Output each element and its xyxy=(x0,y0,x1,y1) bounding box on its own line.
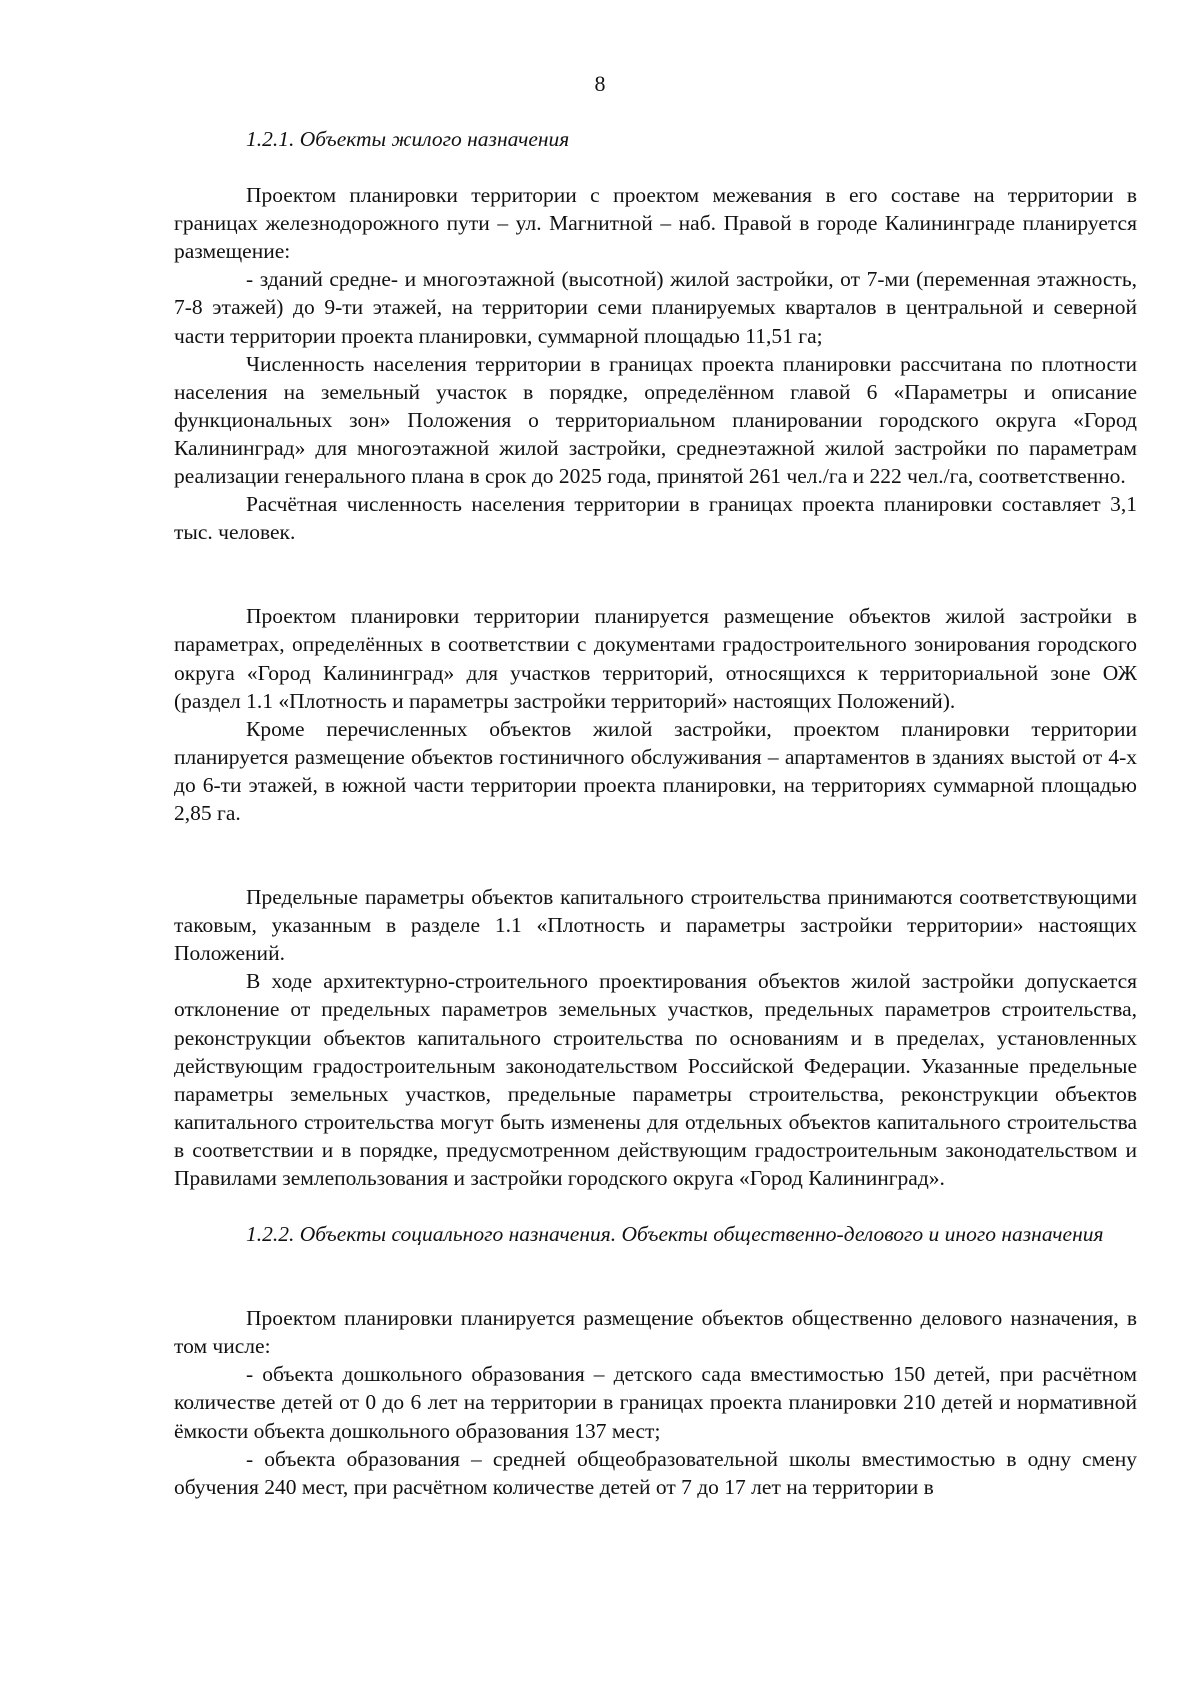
paragraph: Кроме перечисленных объектов жилой застройки, проектом планировки территории планируется размещение объектов гостиничного обслуживания – апартаментов в зданиях выстой от 4-х до 6-ти этажей, в южной части территории проекта планировки, на территориях суммарной площадью 2,85 га. xyxy=(174,716,1137,825)
paragraph: Проектом планировки территории с проектом межевания в его составе на территории в границах железнодорожного пути – ул. Магнитной – наб. Правой в городе Калининграде планируется размещение: xyxy=(174,183,1137,264)
paragraph: - объекта дошкольного образования – детского сада вместимостью 150 детей, при расчётном количестве детей от 0 до 6 лет на территории в границах проекта планировки 210 детей и нормативной ёмкости объекта дошкольного образования 137 мест; xyxy=(174,1362,1137,1443)
paragraph: В ходе архитектурно-строительного проектирования объектов жилой застройки допускается отклонение от предельных параметров земельных участков, предельных параметров строительства, реконструкции объектов капитального строительства по основаниям и в пределах, установленных действующим градостроительным законодательством Российской Федерации. Указанные предельные параметры земельных участков, предельные параметры строительства, реконструкции объектов капитального строительства могут быть изменены для отдельных объектов капитального строительства в соответствии и в порядке, предусмотренном действующим градостроительным законодательством и Правилами землепользования и застройки городского округа «Город Калининград». xyxy=(174,969,1137,1190)
paragraph: Предельные параметры объектов капитального строительства принимаются соответствующими таковым, указанным в разделе 1.1 «Плотность и параметры застройки территории» настоящих Положений. xyxy=(174,885,1137,966)
section-heading-social: 1.2.2. Объекты социального назначения. Объекты общественно-делового и иного назначения xyxy=(246,1222,1104,1247)
paragraph: Численность населения территории в границах проекта планировки рассчитана по плотности населения на земельный участок в порядке, определённом главой 6 «Параметры и описание функциональных зон» Положения о территориальном планировании городского округа «Город Калининград» для многоэтажной жилой застройки, среднеэтажной жилой застройки по параметрам реализации генерального плана в срок до 2025 года, принятой 261 чел./га и 222 чел./га, соответственно. xyxy=(174,351,1137,489)
paragraph: Проектом планировки территории планируется размещение объектов жилой застройки в параметрах, определённых в соответствии с документами градостроительного зонирования городского округа «Город Калининград» для участков территорий, относящихся к территориальной зоне ОЖ (раздел 1.1 «Плотность и параметры застройки территорий» настоящих Положений). xyxy=(174,604,1137,713)
paragraph: Проектом планировки планируется размещение объектов общественно делового назначения, в том числе: xyxy=(174,1306,1137,1359)
page-number: 8 xyxy=(594,71,606,96)
document-body xyxy=(174,125,1137,1501)
paragraph: - объекта образования – средней общеобразовательной школы вместимостью в одну смену обучения 240 мест, при расчётном количестве детей от 7 до 17 лет на территории в xyxy=(174,1446,1137,1499)
section-spacer xyxy=(174,1276,1137,1304)
section-spacer xyxy=(174,1192,1137,1220)
paragraph-spacer xyxy=(174,574,1137,602)
paragraph-spacer xyxy=(174,855,1137,883)
paragraph: Расчётная численность населения территории в границах проекта планировки составляет 3,1 тыс. человек. xyxy=(174,492,1137,545)
paragraph-spacer xyxy=(174,827,1137,855)
paragraph: - зданий средне- и многоэтажной (высотной) жилой застройки, от 7-ми (переменная этажность, 7-8 этажей) до 9-ти этажей, на территории семи планируемых кварталов в центральной и северной части территории проекта планировки, суммарной площадью 11,51 га; xyxy=(174,267,1137,348)
paragraph-spacer xyxy=(174,546,1137,574)
section-heading-residential: 1.2.1. Объекты жилого назначения xyxy=(246,127,570,151)
